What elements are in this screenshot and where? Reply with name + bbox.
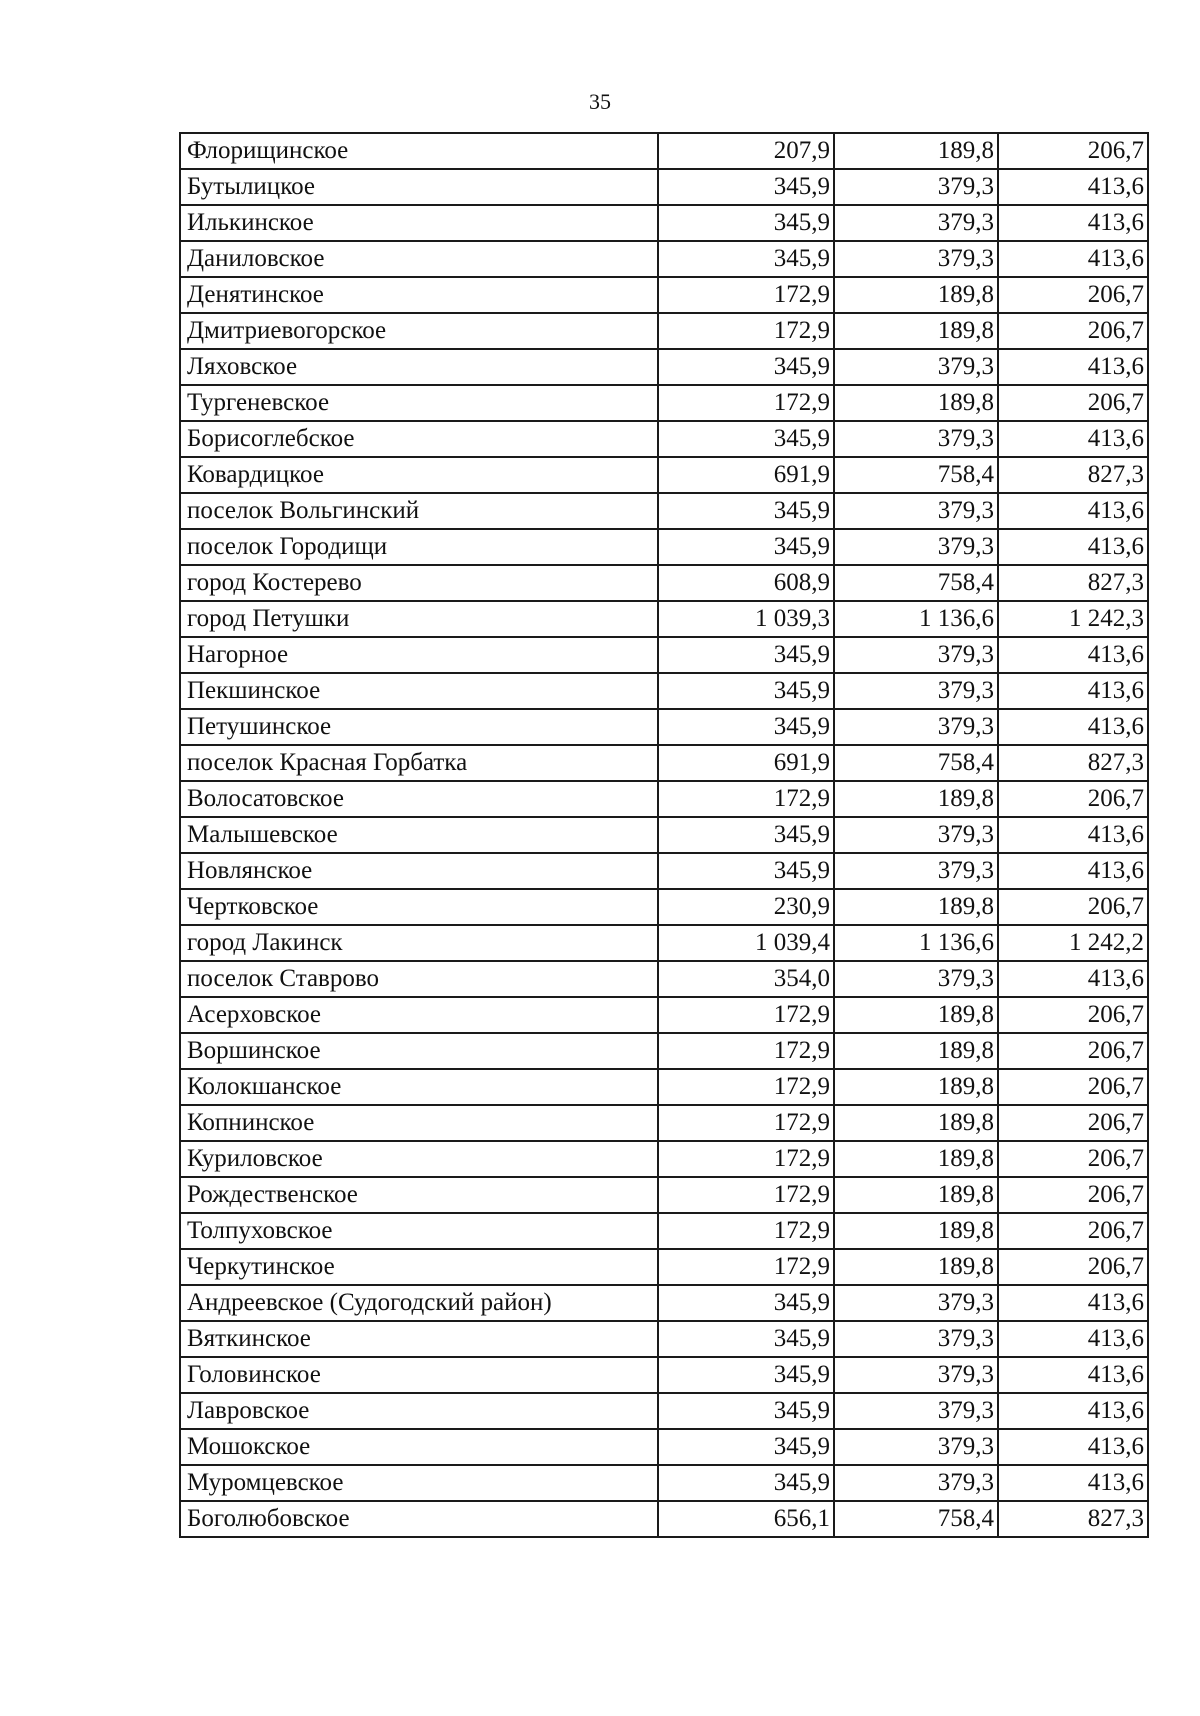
settlement-name-cell: Ляховское	[180, 349, 658, 385]
value-cell-1: 345,9	[658, 817, 834, 853]
settlement-name-cell: Андреевское (Судогодский район)	[180, 1285, 658, 1321]
value-cell-1: 345,9	[658, 673, 834, 709]
value-cell-3: 413,6	[998, 1357, 1148, 1393]
value-cell-2: 189,8	[834, 133, 998, 169]
value-cell-1: 691,9	[658, 457, 834, 493]
value-cell-2: 189,8	[834, 1141, 998, 1177]
value-cell-3: 1 242,2	[998, 925, 1148, 961]
value-cell-1: 172,9	[658, 277, 834, 313]
value-cell-2: 379,3	[834, 1321, 998, 1357]
settlement-name-cell: город Костерево	[180, 565, 658, 601]
value-cell-1: 345,9	[658, 1357, 834, 1393]
value-cell-1: 345,9	[658, 529, 834, 565]
value-cell-2: 189,8	[834, 1069, 998, 1105]
value-cell-2: 379,3	[834, 205, 998, 241]
value-cell-3: 206,7	[998, 313, 1148, 349]
settlement-name-cell: город Лакинск	[180, 925, 658, 961]
table-row	[180, 1213, 1148, 1249]
value-cell-1: 345,9	[658, 1285, 834, 1321]
value-cell-1: 345,9	[658, 637, 834, 673]
value-cell-2: 189,8	[834, 313, 998, 349]
value-cell-3: 413,6	[998, 961, 1148, 997]
value-cell-3: 413,6	[998, 1285, 1148, 1321]
value-cell-1: 354,0	[658, 961, 834, 997]
settlement-name-cell: Тургеневское	[180, 385, 658, 421]
table-row	[180, 457, 1148, 493]
value-cell-2: 1 136,6	[834, 601, 998, 637]
value-cell-2: 379,3	[834, 241, 998, 277]
value-cell-2: 189,8	[834, 1249, 998, 1285]
table-row	[180, 493, 1148, 529]
table-row	[180, 961, 1148, 997]
value-cell-1: 172,9	[658, 1249, 834, 1285]
settlement-name-cell: Флорищинское	[180, 133, 658, 169]
table-row	[180, 205, 1148, 241]
value-cell-2: 379,3	[834, 853, 998, 889]
value-cell-2: 758,4	[834, 457, 998, 493]
value-cell-1: 172,9	[658, 1177, 834, 1213]
settlement-name-cell: Ковардицкое	[180, 457, 658, 493]
settlement-name-cell: Бутылицкое	[180, 169, 658, 205]
table-row	[180, 637, 1148, 673]
value-cell-2: 189,8	[834, 385, 998, 421]
value-cell-2: 379,3	[834, 1465, 998, 1501]
value-cell-1: 172,9	[658, 1213, 834, 1249]
value-cell-1: 172,9	[658, 385, 834, 421]
value-cell-2: 379,3	[834, 673, 998, 709]
value-cell-3: 413,6	[998, 529, 1148, 565]
value-cell-2: 758,4	[834, 745, 998, 781]
value-cell-2: 189,8	[834, 997, 998, 1033]
table-row	[180, 1501, 1148, 1537]
value-cell-3: 206,7	[998, 1105, 1148, 1141]
value-cell-3: 413,6	[998, 709, 1148, 745]
page-number: 35	[589, 89, 611, 114]
value-cell-3: 413,6	[998, 349, 1148, 385]
settlement-name-cell: Рождественское	[180, 1177, 658, 1213]
table-row	[180, 421, 1148, 457]
value-cell-3: 413,6	[998, 1465, 1148, 1501]
settlement-name-cell: Дмитриевогорское	[180, 313, 658, 349]
value-cell-1: 172,9	[658, 1141, 834, 1177]
table-row	[180, 1321, 1148, 1357]
table-row	[180, 673, 1148, 709]
table-row	[180, 781, 1148, 817]
value-cell-2: 379,3	[834, 421, 998, 457]
settlement-name-cell: Муромцевское	[180, 1465, 658, 1501]
value-cell-2: 189,8	[834, 277, 998, 313]
value-cell-1: 230,9	[658, 889, 834, 925]
settlement-name-cell: Головинское	[180, 1357, 658, 1393]
settlement-name-cell: Лавровское	[180, 1393, 658, 1429]
table-row	[180, 241, 1148, 277]
table-row	[180, 529, 1148, 565]
table-row	[180, 1249, 1148, 1285]
value-cell-2: 1 136,6	[834, 925, 998, 961]
table-row	[180, 313, 1148, 349]
value-cell-3: 413,6	[998, 205, 1148, 241]
table-row	[180, 1393, 1148, 1429]
settlement-name-cell: Илькинское	[180, 205, 658, 241]
value-cell-1: 172,9	[658, 1069, 834, 1105]
settlement-name-cell: Черкутинское	[180, 1249, 658, 1285]
settlement-name-cell: Петушинское	[180, 709, 658, 745]
value-cell-3: 413,6	[998, 1393, 1148, 1429]
table-row	[180, 1141, 1148, 1177]
settlement-name-cell: Куриловское	[180, 1141, 658, 1177]
value-cell-2: 189,8	[834, 1213, 998, 1249]
value-cell-2: 189,8	[834, 1105, 998, 1141]
value-cell-3: 206,7	[998, 781, 1148, 817]
value-cell-2: 379,3	[834, 961, 998, 997]
table-row	[180, 1429, 1148, 1465]
value-cell-1: 608,9	[658, 565, 834, 601]
settlement-name-cell: Чертковское	[180, 889, 658, 925]
table-row	[180, 1357, 1148, 1393]
value-cell-2: 758,4	[834, 565, 998, 601]
value-cell-1: 345,9	[658, 1465, 834, 1501]
table-row	[180, 1177, 1148, 1213]
settlement-name-cell: Вяткинское	[180, 1321, 658, 1357]
settlement-name-cell: Новлянское	[180, 853, 658, 889]
table-row	[180, 889, 1148, 925]
table-row	[180, 349, 1148, 385]
value-cell-2: 189,8	[834, 781, 998, 817]
settlement-name-cell: Боголюбовское	[180, 1501, 658, 1537]
value-cell-3: 206,7	[998, 1141, 1148, 1177]
settlement-name-cell: Даниловское	[180, 241, 658, 277]
table-row	[180, 1285, 1148, 1321]
value-cell-1: 345,9	[658, 493, 834, 529]
table-row	[180, 565, 1148, 601]
value-cell-1: 172,9	[658, 1033, 834, 1069]
value-cell-2: 379,3	[834, 1429, 998, 1465]
table-row	[180, 385, 1148, 421]
settlement-name-cell: Денятинское	[180, 277, 658, 313]
value-cell-1: 172,9	[658, 997, 834, 1033]
settlement-name-cell: поселок Городищи	[180, 529, 658, 565]
value-cell-2: 379,3	[834, 1357, 998, 1393]
value-cell-3: 413,6	[998, 241, 1148, 277]
table-row	[180, 133, 1148, 169]
settlement-name-cell: Копнинское	[180, 1105, 658, 1141]
table-row	[180, 601, 1148, 637]
value-cell-2: 379,3	[834, 637, 998, 673]
value-cell-1: 172,9	[658, 313, 834, 349]
value-cell-3: 206,7	[998, 133, 1148, 169]
table-row	[180, 997, 1148, 1033]
settlement-name-cell: поселок Вольгинский	[180, 493, 658, 529]
table-row	[180, 745, 1148, 781]
value-cell-3: 206,7	[998, 1249, 1148, 1285]
value-cell-3: 206,7	[998, 889, 1148, 925]
value-cell-3: 827,3	[998, 745, 1148, 781]
value-cell-2: 379,3	[834, 169, 998, 205]
table-row	[180, 925, 1148, 961]
table-row	[180, 817, 1148, 853]
value-cell-2: 189,8	[834, 1033, 998, 1069]
value-cell-3: 206,7	[998, 385, 1148, 421]
value-cell-1: 1 039,4	[658, 925, 834, 961]
data-table	[179, 132, 1149, 1538]
value-cell-3: 413,6	[998, 1321, 1148, 1357]
settlement-name-cell: Мошокское	[180, 1429, 658, 1465]
value-cell-3: 413,6	[998, 673, 1148, 709]
value-cell-3: 413,6	[998, 637, 1148, 673]
table-row	[180, 1069, 1148, 1105]
value-cell-2: 379,3	[834, 349, 998, 385]
value-cell-2: 189,8	[834, 1177, 998, 1213]
value-cell-3: 413,6	[998, 421, 1148, 457]
value-cell-2: 379,3	[834, 1285, 998, 1321]
value-cell-1: 345,9	[658, 1429, 834, 1465]
value-cell-1: 345,9	[658, 169, 834, 205]
value-cell-2: 379,3	[834, 493, 998, 529]
value-cell-3: 206,7	[998, 1033, 1148, 1069]
table-row	[180, 1033, 1148, 1069]
value-cell-3: 206,7	[998, 997, 1148, 1033]
settlement-name-cell: Малышевское	[180, 817, 658, 853]
settlement-name-cell: Пекшинское	[180, 673, 658, 709]
value-cell-1: 1 039,3	[658, 601, 834, 637]
value-cell-3: 206,7	[998, 1177, 1148, 1213]
value-cell-3: 827,3	[998, 565, 1148, 601]
value-cell-2: 379,3	[834, 817, 998, 853]
table-row	[180, 853, 1148, 889]
value-cell-1: 172,9	[658, 781, 834, 817]
value-cell-1: 345,9	[658, 349, 834, 385]
value-cell-3: 827,3	[998, 457, 1148, 493]
settlement-name-cell: Нагорное	[180, 637, 658, 673]
value-cell-1: 345,9	[658, 853, 834, 889]
value-cell-3: 1 242,3	[998, 601, 1148, 637]
value-cell-2: 379,3	[834, 709, 998, 745]
settlement-name-cell: Асерховское	[180, 997, 658, 1033]
value-cell-1: 172,9	[658, 1105, 834, 1141]
settlement-name-cell: Воршинское	[180, 1033, 658, 1069]
settlement-name-cell: Толпуховское	[180, 1213, 658, 1249]
value-cell-3: 413,6	[998, 817, 1148, 853]
value-cell-3: 206,7	[998, 1213, 1148, 1249]
table-row	[180, 709, 1148, 745]
value-cell-1: 691,9	[658, 745, 834, 781]
table-body	[180, 133, 1148, 1537]
value-cell-3: 827,3	[998, 1501, 1148, 1537]
table-row	[180, 169, 1148, 205]
settlement-name-cell: Волосатовское	[180, 781, 658, 817]
value-cell-3: 413,6	[998, 169, 1148, 205]
settlement-name-cell: поселок Красная Горбатка	[180, 745, 658, 781]
table-row	[180, 1465, 1148, 1501]
table-row	[180, 277, 1148, 313]
value-cell-2: 379,3	[834, 1393, 998, 1429]
value-cell-3: 206,7	[998, 1069, 1148, 1105]
value-cell-1: 207,9	[658, 133, 834, 169]
value-cell-1: 345,9	[658, 709, 834, 745]
value-cell-3: 413,6	[998, 493, 1148, 529]
value-cell-1: 345,9	[658, 205, 834, 241]
value-cell-3: 413,6	[998, 1429, 1148, 1465]
value-cell-3: 206,7	[998, 277, 1148, 313]
value-cell-1: 345,9	[658, 421, 834, 457]
value-cell-3: 413,6	[998, 853, 1148, 889]
settlement-name-cell: Борисоглебское	[180, 421, 658, 457]
settlement-name-cell: Колокшанское	[180, 1069, 658, 1105]
value-cell-1: 345,9	[658, 1393, 834, 1429]
value-cell-2: 379,3	[834, 529, 998, 565]
value-cell-1: 656,1	[658, 1501, 834, 1537]
settlement-name-cell: поселок Ставрово	[180, 961, 658, 997]
value-cell-1: 345,9	[658, 1321, 834, 1357]
settlement-name-cell: город Петушки	[180, 601, 658, 637]
value-cell-2: 758,4	[834, 1501, 998, 1537]
value-cell-1: 345,9	[658, 241, 834, 277]
table-row	[180, 1105, 1148, 1141]
value-cell-2: 189,8	[834, 889, 998, 925]
